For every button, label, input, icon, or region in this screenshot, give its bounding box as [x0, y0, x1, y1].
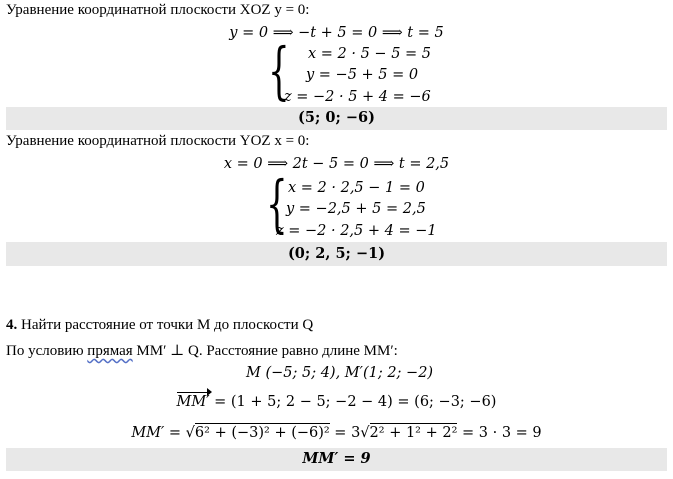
condition-word: прямая — [87, 343, 133, 359]
yoz-system-brace: { — [266, 167, 288, 240]
vector-mm-name: MM′ — [176, 394, 210, 410]
distance-suffix: = 3 · 3 = 9 — [457, 425, 542, 441]
yoz-system-line-2: y = −2,5 + 5 = 2,5 — [286, 201, 426, 217]
xoz-system-line-3: z = −2 · 5 + 4 = −6 — [284, 89, 431, 105]
condition-prefix: По условию — [6, 343, 88, 359]
xoz-heading: Уравнение координатной плоскости XOZ y = 0: — [6, 2, 310, 18]
task4-heading — [6, 317, 313, 334]
distance-prefix: MM′ = √ — [131, 425, 195, 441]
task4-distance-line — [6, 423, 667, 441]
task4-vector-line — [6, 392, 667, 410]
distance-mid: = 3√ — [329, 425, 370, 441]
yoz-system-line-3: z = −2 · 2,5 + 4 = −1 — [276, 223, 437, 239]
task4-title: Найти расстояние от точки М до плоскости Q — [17, 317, 314, 333]
xoz-equation: y = 0 ⟹ −t + 5 = 0 ⟹ t = 5 — [229, 25, 444, 41]
xoz-system-line-1: x = 2 · 5 − 5 = 5 — [308, 46, 432, 62]
task4-answer: MM′ = 9 — [302, 450, 371, 467]
task4-condition — [6, 341, 398, 360]
xoz-system-line-2: y = −5 + 5 = 0 — [306, 67, 419, 83]
yoz-heading: Уравнение координатной плоскости YOZ x = 0: — [6, 133, 310, 149]
condition-rest: MM′ ⊥ Q. Расстояние равно длине MM′: — [132, 343, 398, 359]
xoz-system-brace: { — [268, 34, 290, 107]
yoz-system-line-1: x = 2 · 2,5 − 1 = 0 — [288, 180, 425, 196]
task4-number: 4. — [6, 317, 18, 333]
task4-points: M (−5; 5; 4), M′(1; 2; −2) — [246, 365, 434, 381]
distance-radicand-2: 2² + 1² + 2² — [369, 425, 458, 441]
xoz-result: (5; 0; −6) — [298, 109, 375, 126]
yoz-result: (0; 2, 5; −1) — [287, 245, 386, 262]
vector-equation: = (1 + 5; 2 − 5; −2 − 4) = (6; −3; −6) — [209, 394, 497, 410]
yoz-equation: x = 0 ⟹ 2t − 5 = 0 ⟹ t = 2,5 — [223, 156, 450, 172]
distance-radicand-1: 6² + (−3)² + (−6)² — [194, 425, 330, 441]
